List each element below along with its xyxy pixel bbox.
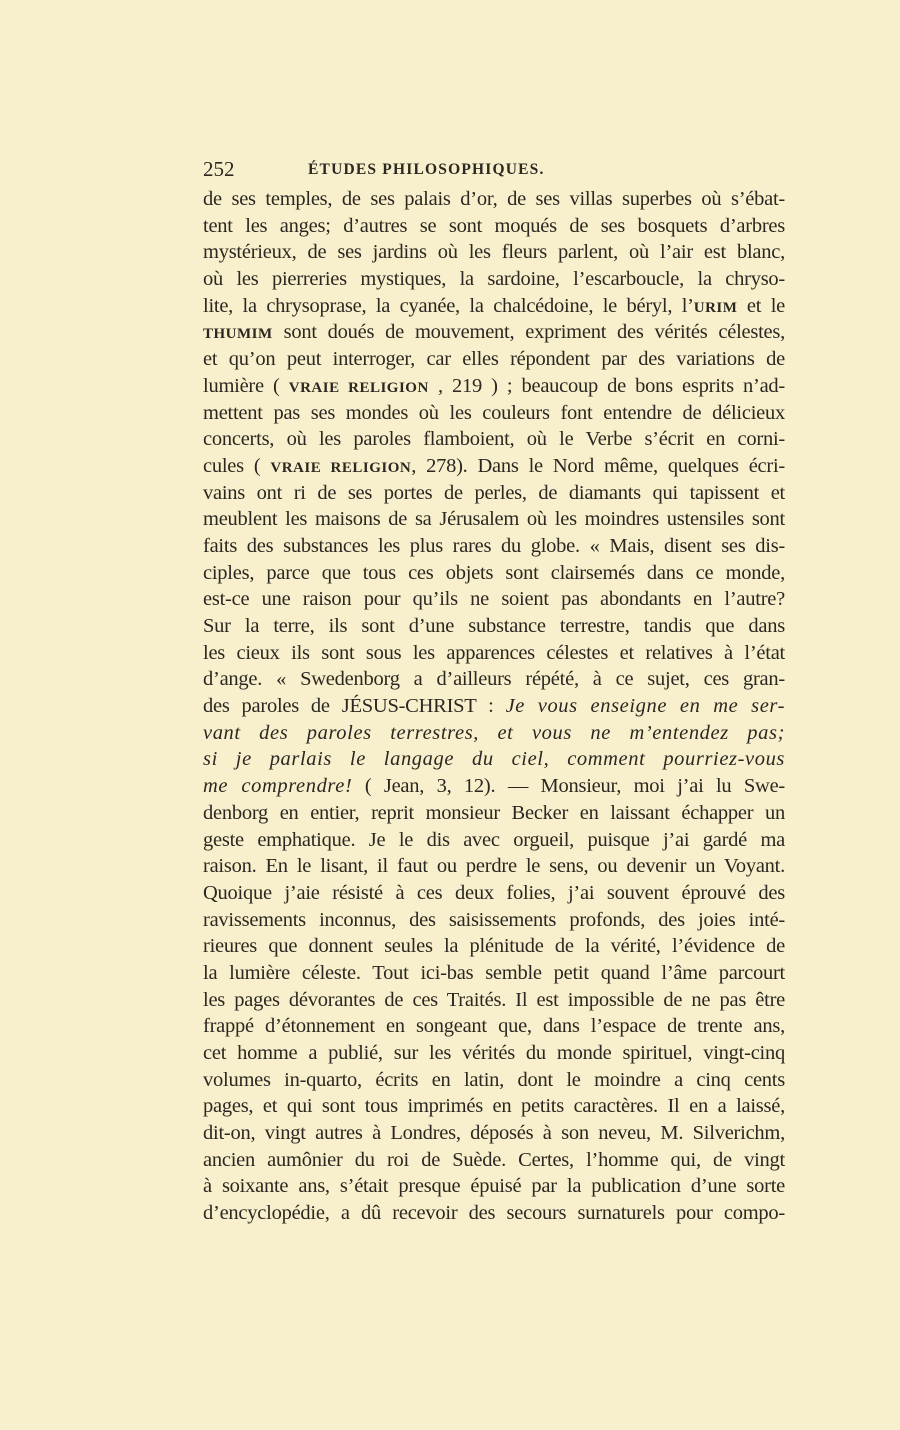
- text-segment: concerts, où les paroles flamboient, où le Verbe s’écrit en corni-: [203, 428, 785, 451]
- small-caps-text: VRAIE RELIGION: [288, 379, 429, 396]
- text-segment: les pages dévorantes de ces Traités. Il est impossible de ne pas être: [203, 988, 785, 1011]
- text-line: [203, 987, 785, 1014]
- body-text: [203, 186, 785, 1227]
- text-segment: les cieux ils sont sous les apparences célestes et relatives à l’état: [203, 641, 785, 664]
- text-line: [203, 827, 785, 854]
- text-segment: tent les anges; d’autres se sont moqués de ses bosquets d’arbres: [203, 214, 785, 237]
- text-segment: lumière (: [203, 374, 289, 397]
- text-line: [203, 1147, 785, 1174]
- text-line: [203, 186, 785, 213]
- text-segment: meublent les maisons de sa Jérusalem où les moindres ustensiles sont: [203, 508, 785, 531]
- text-line: [203, 266, 785, 293]
- text-segment: rieures que donnent seules la plénitude de la vérité, l’évidence de: [203, 935, 785, 958]
- text-segment: des paroles de JÉSUS-CHRIST :: [203, 695, 506, 718]
- text-line: [203, 640, 785, 667]
- text-line: [203, 1093, 785, 1120]
- text-line: [203, 666, 785, 693]
- text-segment: mettent pas ses mondes où les couleurs font entendre de délicieux: [203, 401, 785, 424]
- text-segment: cules (: [203, 454, 271, 477]
- italic-text: me comprendre!: [203, 775, 353, 798]
- small-caps-text: URIM: [693, 299, 738, 316]
- text-line: [203, 1200, 785, 1227]
- text-segment: faits des substances les plus rares du globe. « Mais, disent ses dis-: [203, 534, 785, 557]
- text-line: [203, 400, 785, 427]
- text-line: [203, 533, 785, 560]
- text-line: [203, 1120, 785, 1147]
- text-segment: geste emphatique. Je le dis avec orgueil, puisque j’ai gardé ma: [203, 828, 785, 851]
- text-segment: ciples, parce que tous ces objets sont clairsemés dans ce monde,: [203, 561, 785, 584]
- text-segment: , 219 ) ; beaucoup de bons esprits n’ad-: [428, 374, 785, 397]
- text-line: [203, 239, 785, 266]
- text-line: [203, 560, 785, 587]
- text-line: [203, 1040, 785, 1067]
- text-line: [203, 746, 785, 773]
- text-line: [203, 613, 785, 640]
- text-line: [203, 480, 785, 507]
- text-segment: ancien aumônier du roi de Suède. Certes, l’homme qui, de vingt: [203, 1148, 785, 1171]
- text-segment: et le: [737, 294, 785, 317]
- text-line: [203, 933, 785, 960]
- text-line: [203, 853, 785, 880]
- text-segment: où les pierreries mystiques, la sardoine, l’escarboucle, la chryso-: [203, 268, 785, 291]
- text-line: [203, 800, 785, 827]
- text-segment: raison. En le lisant, il faut ou perdre le sens, ou devenir un Voyant.: [203, 855, 785, 878]
- text-segment: d’encyclopédie, a dû recevoir des secours surnaturels pour compo-: [203, 1202, 785, 1225]
- text-segment: la lumière céleste. Tout ici-bas semble petit quand l’âme parcourt: [203, 961, 785, 984]
- text-line: [203, 880, 785, 907]
- text-line: [203, 426, 785, 453]
- small-caps-text: VRAIE RELIGION: [270, 459, 412, 476]
- running-title: ÉTUDES PHILOSOPHIQUES.: [308, 161, 545, 178]
- text-line: [203, 773, 785, 800]
- text-line: [203, 213, 785, 240]
- text-line: [203, 453, 785, 480]
- text-line: [203, 1173, 785, 1200]
- text-line: [203, 1067, 785, 1094]
- text-segment: cet homme a publié, sur les vérités du monde spirituel, vingt-cinq: [203, 1042, 785, 1064]
- italic-text: Je vous enseigne en me ser-: [505, 695, 785, 718]
- text-segment: frappé d’étonnement en songeant que, dans l’espace de trente ans,: [203, 1015, 785, 1038]
- text-segment: mystérieux, de ses jardins où les fleurs parlent, où l’air est blanc,: [203, 241, 785, 264]
- text-line: [203, 693, 785, 720]
- text-segment: vains ont ri de ses portes de perles, de diamants qui tapissent et: [203, 481, 785, 504]
- text-segment: Quoique j’aie résisté à ces deux folies, j’ai souvent éprouvé des: [203, 881, 785, 904]
- italic-text: vant des paroles terrestres, et vous ne m’entendez pas;: [203, 721, 785, 744]
- text-segment: lite, la chrysoprase, la cyanée, la chalcédoine, le béryl, l’: [203, 294, 694, 317]
- text-segment: volumes in-quarto, écrits en latin, dont le moindre a cinq cents: [203, 1068, 785, 1091]
- text-segment: sont doués de mouvement, expriment des vérités célestes,: [272, 321, 785, 344]
- text-segment: , 278). Dans le Nord même, quelques écri-: [411, 454, 786, 477]
- page-number: 252: [203, 157, 235, 181]
- text-segment: et qu’on peut interroger, car elles répondent par des variations de: [203, 348, 785, 371]
- text-line: [203, 720, 785, 747]
- text-line: [203, 293, 785, 320]
- text-segment: ( Jean, 3, 12). — Monsieur, moi j’ai lu Swe-: [352, 775, 785, 798]
- text-segment: dit-on, vingt autres à Londres, déposés à son neveu, M. Silverichm,: [203, 1122, 785, 1145]
- text-line: [203, 960, 785, 987]
- text-segment: denborg en entier, reprit monsieur Becker en laissant échapper un: [203, 801, 785, 824]
- text-line: [203, 586, 785, 613]
- text-segment: à soixante ans, s’était presque épuisé par la publication d’une sorte: [203, 1175, 785, 1198]
- text-segment: Sur la terre, ils sont d’une substance terrestre, tandis que dans: [203, 615, 785, 637]
- text-line: [203, 1013, 785, 1040]
- text-line: [203, 907, 785, 934]
- italic-text: si je parlais le langage du ciel, comment pourriez-vous: [203, 748, 785, 771]
- small-caps-text: THUMIM: [203, 326, 273, 343]
- text-line: [203, 346, 785, 373]
- text-segment: d’ange. « Swedenborg a d’ailleurs répété, à ce sujet, ces gran-: [203, 668, 785, 691]
- text-segment: est-ce une raison pour qu’ils ne soient pas abondants en l’autre?: [203, 588, 785, 611]
- text-line: [203, 506, 785, 533]
- text-line: [203, 373, 785, 400]
- text-segment: ravissements inconnus, des saisissements profonds, des joies inté-: [203, 908, 785, 931]
- text-line: [203, 319, 785, 346]
- text-segment: de ses temples, de ses palais d’or, de ses villas superbes où s’ébat-: [203, 188, 785, 210]
- text-segment: pages, et qui sont tous imprimés en petits caractères. Il en a laissé,: [203, 1095, 785, 1118]
